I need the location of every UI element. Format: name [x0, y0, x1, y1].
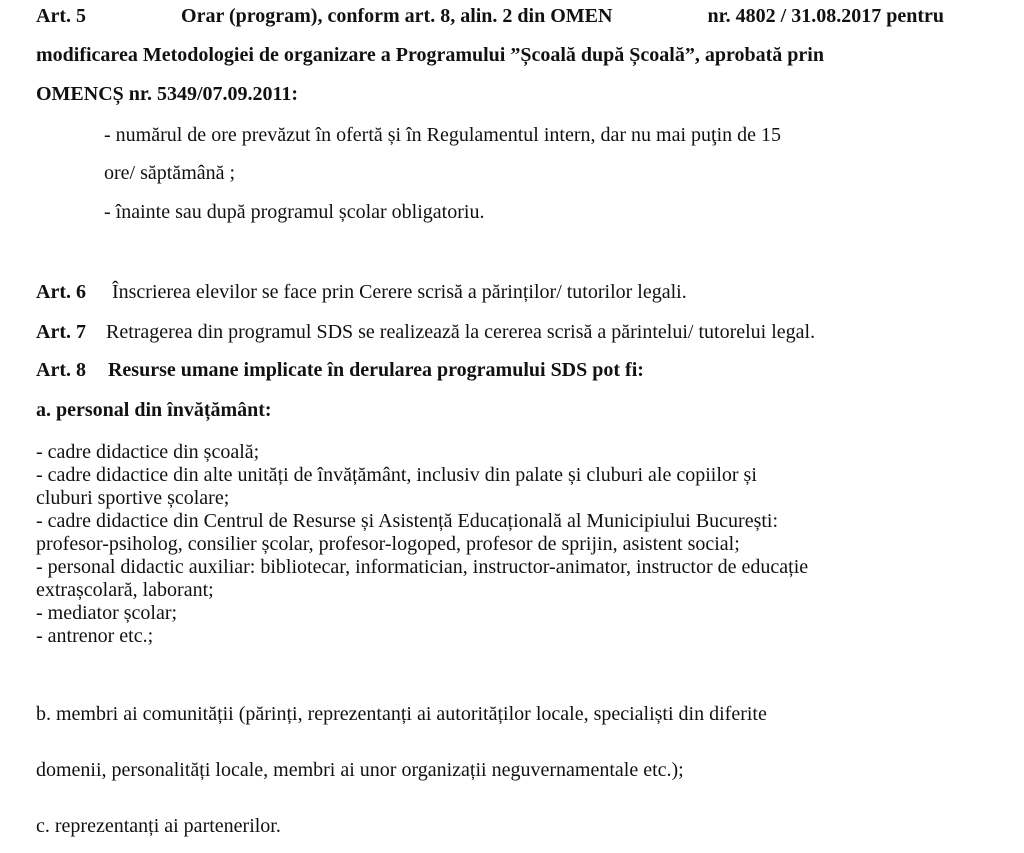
- art5-line-3: OMENCȘ nr. 5349/07.09.2011:: [36, 83, 299, 105]
- art7-line: [36, 320, 815, 344]
- art8-label: Art. 8: [36, 359, 86, 381]
- art5-title-part: Orar (program), conform art. 8, alin. 2 din OMEN: [181, 5, 613, 27]
- art6-text: Înscrierea elevilor se face prin Cerere scrisă a părinților/ tutorilor legali.: [111, 281, 687, 303]
- art8-c-line: c. reprezentanți ai partenerilor.: [36, 815, 281, 837]
- art5-line-2: modificarea Metodologiei de organizare a Programului ”Școală după Școală”, aprobată prin: [36, 44, 824, 66]
- art8-a-item: profesor-psiholog, consilier școlar, profesor-logoped, profesor de sprijin, asistent social;: [36, 533, 740, 555]
- art5-bullet-1-cont: ore/ săptămână ;: [104, 162, 236, 184]
- art6-label: Art. 6: [36, 281, 86, 303]
- art7-text: Retragerea din programul SDS se realizează la cererea scrisă a părintelui/ tutorelui legal.: [105, 321, 816, 343]
- art8-title: Resurse umane implicate în derularea programului SDS pot fi:: [107, 359, 644, 381]
- art8-b-line-2: domenii, personalități locale, membri ai unor organizații neguvernamentale etc.);: [36, 759, 684, 781]
- art8-a-item: - personal didactic auxiliar: bibliotecar, informatician, instructor-animator, instructor de educație: [36, 556, 809, 578]
- art5-bullet-1: - numărul de ore prevăzut în ofertă și în Regulamentul intern, dar nu mai puţin de 15: [104, 124, 782, 146]
- art5-label: Art. 5: [36, 5, 86, 27]
- art5-line-1: [36, 4, 944, 28]
- art8-line: [36, 358, 644, 382]
- art5-title-end: nr. 4802 / 31.08.2017 pentru: [707, 5, 944, 27]
- art8-a-item: - cadre didactice din alte unități de învățământ, inclusiv din palate și cluburi ale copiilor și: [36, 464, 757, 486]
- art8-a-item: extrașcolară, laborant;: [36, 579, 214, 601]
- art8-a-item: - antrenor etc.;: [36, 625, 154, 647]
- art8-b-line-1: b. membri ai comunității (părinți, reprezentanți ai autorităților locale, specialiști din diferite: [36, 703, 767, 725]
- art8-a-item: - mediator școlar;: [36, 602, 178, 624]
- art8-a-item: - cadre didactice din școală;: [36, 441, 260, 463]
- art5-bullet-2: - înainte sau după programul școlar obligatoriu.: [104, 201, 485, 223]
- art8-a-item: cluburi sportive școlare;: [36, 487, 230, 509]
- art6-line: [36, 280, 687, 304]
- art8-a-heading: a. personal din învățământ:: [36, 399, 272, 421]
- art8-a-item: - cadre didactice din Centrul de Resurse și Asistență Educațională al Municipiului București:: [36, 510, 779, 532]
- art7-label: Art. 7: [36, 321, 86, 343]
